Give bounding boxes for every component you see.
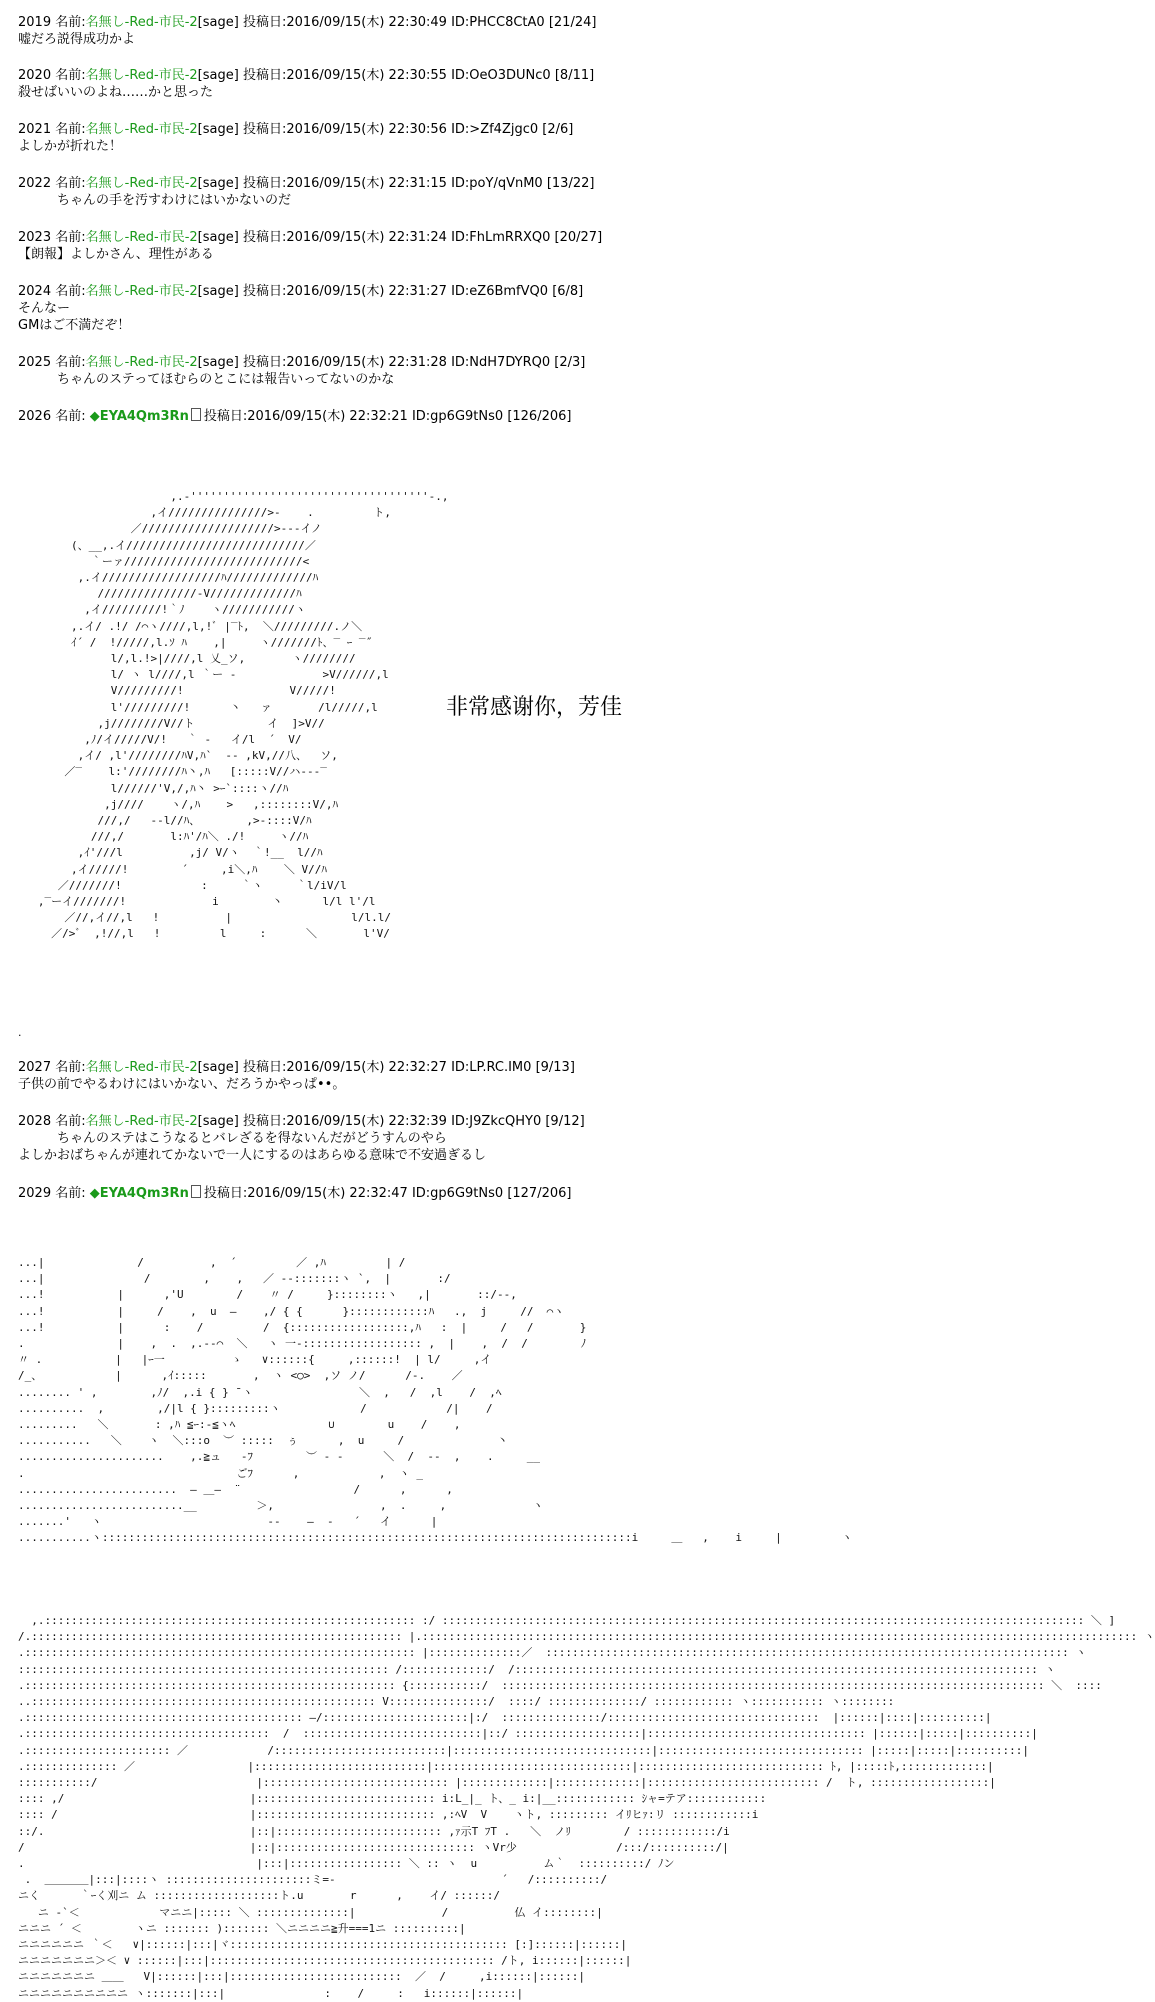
art-caption: 非常感谢你，芳佳: [446, 695, 623, 720]
post-date: 2016/09/15(木) 22:32:47: [247, 1186, 408, 1201]
date-label: 投稿日:: [242, 15, 287, 30]
post-2024: [18, 283, 958, 334]
post-number[interactable]: 2025: [18, 355, 52, 370]
post-2027: [18, 1059, 958, 1093]
post-count: [9/12]: [545, 1114, 585, 1129]
name-label: 名前:: [55, 284, 86, 299]
poster-tripcode: ◆EYA4Qm3Rn: [89, 409, 189, 424]
post-number[interactable]: 2027: [18, 1060, 52, 1075]
post-body: 【朗報】よしかさん、理性がある: [18, 247, 214, 262]
date-label: 投稿日:: [242, 68, 287, 83]
post-2029: [18, 1185, 958, 1202]
poster-name: 名無し-Red-市民-2: [85, 68, 198, 83]
post-body: 子供の前でやるわけにはいかない、だろうかやっぱ••。: [18, 1077, 346, 1092]
post-count: [9/13]: [535, 1060, 575, 1075]
date-label: 投稿日:: [242, 1114, 287, 1129]
post-header: [18, 283, 958, 300]
poster-name: 名無し-Red-市民-2: [85, 230, 198, 245]
post-header: [18, 229, 958, 246]
post-2025: [18, 354, 958, 388]
post-number[interactable]: 2024: [18, 284, 52, 299]
post-date: 2016/09/15(木) 22:31:27: [286, 284, 447, 299]
date-label: 投稿日:: [242, 122, 287, 137]
poster-name: 名無し-Red-市民-2: [85, 15, 198, 30]
post-header: [18, 1113, 958, 1130]
post-header: [18, 408, 958, 425]
sage-tag: [sage]: [197, 1114, 239, 1129]
post-header: [18, 1059, 958, 1076]
post-date: 2016/09/15(木) 22:32:21: [247, 409, 408, 424]
poster-name: 名無し-Red-市民-2: [85, 122, 198, 137]
poster-name: 名無し-Red-市民-2: [85, 176, 198, 191]
name-label: 名前:: [55, 176, 86, 191]
post-date: 2016/09/15(木) 22:32:27: [286, 1060, 447, 1075]
post-number[interactable]: 2023: [18, 230, 52, 245]
post-body: よしかが折れた！: [18, 139, 123, 154]
sage-tag: [sage]: [197, 176, 239, 191]
date-label: 投稿日:: [242, 230, 287, 245]
post-2021: [18, 121, 958, 155]
name-label: 名前:: [55, 122, 86, 137]
unknown-glyph-icon: [191, 1185, 201, 1198]
sage-tag: [sage]: [197, 122, 239, 137]
post-date: 2016/09/15(木) 22:31:28: [286, 355, 447, 370]
stray-dot: .: [18, 1026, 22, 1039]
post-number[interactable]: 2026: [18, 409, 52, 424]
post-header: [18, 1185, 958, 1202]
date-label: 投稿日:: [242, 355, 287, 370]
date-label: 投稿日:: [203, 409, 248, 424]
post-count: [2/6]: [542, 122, 574, 137]
post-header: [18, 14, 958, 31]
poster-id[interactable]: ID:gp6G9tNs0: [411, 409, 504, 424]
post-number[interactable]: 2020: [18, 68, 52, 83]
post-date: 2016/09/15(木) 22:30:55: [286, 68, 447, 83]
sage-tag: [sage]: [197, 1060, 239, 1075]
name-label: 名前:: [55, 1114, 86, 1129]
sage-tag: [sage]: [197, 284, 239, 299]
post-count: [127/206]: [507, 1186, 572, 1201]
poster-id[interactable]: ID:poY/qVnM0: [451, 176, 543, 191]
post-2028: [18, 1113, 958, 1164]
post-header: [18, 354, 958, 371]
post-count: [2/3]: [554, 355, 586, 370]
name-label: 名前:: [55, 355, 86, 370]
ascii-art-scene: ...| / , ´ ／ ,ﾊ | / ...| / , , ／ -‐:::::::ヽ `, | :/ ...! | ,'U / 〃 / }::::::::ヽ ,| ::/‐-, ...! | / , u ― ,/ { { }::::::::::::ﾊ ., j // ⌒ヽ ...! | : / / {::::::::::::::::::,ﾊ : | / / } . | , . ,.-‐⌒ ＼ ヽ 一‐:::::::::::::::::: , | , / / ﾉ 〃 . | |ｰ一 ゝ ∨::::::{ ,::::::! | l/ ,イ /_、 | ,ｲ::::: , ヽ <○> ,ソ ノ/ /‐. ／ ........ ' , ,ﾉ/ ,.i { } ̄ ヽ ＼ , / ,l / ,ﾍ .......... , ,/|l { }:::::::::ヽ / /| / ......... ＼ : ,ﾊ ≦ｰ:‐≦ヽﾍ ∪ u / , ........... ＼ ヽ ＼:::o ︶ ::::: ぅ , u / 丶 ...................... ,.≧ュ ‐ﾌ ︶ ‐ - ＼ / ‐- , . __ . ごﾌ , , ヽ _ ........................ ― ＿― ¨ / , , .........................__ ＞, , . , ヽ .......' ヽ ‐- ― ‐ ´ イ | ...........ヽ::::::::::::::::::::::::::::::::::::::::::::::::::::::::::::::::::::::::::::::::i ＿ , i | ヽ: [18, 1256, 853, 1545]
name-label: 名前:: [55, 409, 86, 424]
post-header: [18, 121, 958, 138]
post-body: ちゃんの手を汚すわけにはいかないのだ: [18, 193, 292, 208]
post-count: [126/206]: [507, 409, 572, 424]
post-body: そんなー GMはご不満だぞ！: [18, 301, 131, 333]
ascii-art-character: ,.-''''''''''''''''''''''''''''''''''''-., ,イ///////////////>- . ト, ／////////////////////>---イノ (、__,.イ///////////////////////////／ ｀ーァ///////////////////////////< ,.イ//////////////////ﾊ/////////////ﾊ ///////////////-V/////////////ﾊ ,イ/////////!｀ﾉ ヽ///////////ヽ ,.イ/ .!/ /⌒ヽ////,l,!ﾞ |‾ﾄ, ＼/////////.ノ＼ ｲ´ / !/////,l.ｿ ﾊ ,| ヽ///////ﾄ、‾ ｰ ‾˝ l/,l.!>|////,l 乂_ソ, ヽ//////// l/ ヽ l////,l ｀ー - >V//////,l V/////////! V/////! l'/////////! 丶 ァ /l/////,l ,j////////V//ト イ ]>V// ,ﾉ/イ/////V/! ｀ ‐ イ/l ´ V/ ,イ/ ,l'////////ﾊV,ﾊ` ‐‐ ,kV,//八、 ソ, ／‾ l:'////////ﾊ丶,ﾊ [:::::V//ハ--‐‾ l//////'V,/,ﾊ丶 >ｰ`::::ヽ//ﾊ ,j//// ヽ/,ﾊ > ,::::::::V/,ﾊ ///,/ ‐‐l//ﾊ、 ,>-::::V/ﾊ ///,/ l:ﾊ'/ﾊ＼ ./! ヽ//ﾊ ,ｲ'///l ,j/ V/ヽ ｀!__ l//ﾊ ,イ/////! ´ ,i＼,ﾊ ＼ V//ﾊ ／///////! : ｀ヽ ｀l/iV/l ,‾ーイ///////! i 丶 l/l l'/l ／//,イ//,l ! | l/l.l/ ／/>ﾞ ,!//,l ! l : ＼ l'V/: [37, 490, 449, 941]
name-label: 名前:: [55, 230, 86, 245]
sage-tag: [sage]: [197, 15, 239, 30]
post-count: [6/8]: [552, 284, 584, 299]
post-number[interactable]: 2029: [18, 1186, 52, 1201]
ascii-art-closeup: ,.:::::::::::::::::::::::::::::::::::::::::::::::::::::::: :/ ::::::::::::::::::::::::::::::::::::::::::::::::::::::::::::::::::::::::::::::::::::::::::::::::: ＼ ] /.:::::::::::::::::::::::::::::::::::::::::::::::::::::::: |.:::::::::::::::::::::::::::::::::::::::::::::::::::::::::::::::::::::::::::::::::::::::::::::::::::::::::::: ヽ .::::::::::::::::::::::::::::::::::::::::::::::::::::::::::: |::::::::::::::／ ::::::::::::::::::::::::::::::::::::::::::::::::::::::::::::::::::::::::::::::: ヽ :::::::::::::::::::::::::::::::::::::::::::::::::::::::: /:::::::::::::/ /::::::::::::::::::::::::::::::::::::::::::::::::::::::::::::::::::::::::::::::: ヽ .:::::::::::::::::::::::::::::::::::::::::::::::::::::::: {:::::::::::/ :::::::::::::::::::::::::::::::::::::::::::::::::::::::::::::::::::::::::::::::::: ＼ :::: ..:::::::::::::::::::::::::::::::::::::::::::::::::::: V:::::::::::::::/ ::::/ ::::::::::::::/ :::::::::::: ヽ::::::::::: ヽ:::::::: .:::::::::::::::::::::::::::::::::::::::::: ―/::::::::::::::::::::::|:/ :::::::::::::::/:::::::::::::::::::::::::::::::: |::::::|::::|::::::::::| .::::::::::::::::::::::::::::::::::::: / :::::::::::::::::::::::::::|::/ :::::::::::::::::::|::::::::::::::::::::::::::::::::: |::::::|:::::|::::::::::| .:::::::::::::::::::::: ／ /::::::::::::::::::::::::::|::::::::::::::::::::::::::::::|::::::::::::::::::::::::::::::: |:::::|:::::|::::::::::| .:::::::::::::: ／ |::::::::::::::::::::::::::|::::::::::::::::::::::::::::::|:::::::::::::::::::::::::::: ﾄ, |:::::ﾄ,:::::::::::::| :::::::::::/ |:::::::::::::::::::::::::::: |:::::::::::::|:::::::::::::|:::::::::::::::::::::::::: / ト, ::::::::::::::::::| :::: ,/ |::::::::::::::::::::::::::: i:L_|_ ト、_ i:|__:::::::::::: ｼャ=テア:::::::::::: :::: / |::::::::::::::::::::::::::: ,:ﾍV V ヽト, ::::::::: イﾘヒｧ:リ ::::::::::::i ::/. |::|::::::::::::::::::::::::: ,ｧ示T ﾌT . ＼ ノﾘ / ::::::::::::/i / |::|:::::::::::::::::::::::::::::: ヽVr少 /:::/::::::::::/| . |:::|::::::::::::::::: ＼ :: ヽ u ム｀ ::::::::::/ ﾉン . ＿＿＿＿|:::|::::ヽ ::::::::::::::::::::::ミ=‐ ´ /::::::::::/ ニく ｀ｰく刈ニ ム :::::::::::::::::::ト.u r , イ/ ::::::/ ニ ‐`＜ マニニ|::::: ＼ ::::::::::::::| / 仏 イ::::::::| ニニニ ´ ＜ ヽニ ::::::: )::::::: ＼ニニニニ≧升===1ニ ::::::::::| ニニニニニニ ｀＜ ∨|::::::|:::|ヾ:::::::::::::::::::::::::::::::::::::::::: [:]::::::|::::::| ニニニニニニニ＞＜ ∨ ::::::|:::|::::::::::::::::::::::::::::::::::::::::::: /ト, i::::::|::::::| ニニニニニニニ ＿＿ V|::::::|:::|:::::::::::::::::::::::::: ／ / ,i::::::|::::::| ニニニニニニニニニニ ヽ:::::::|:::| : / : i::::::|::::::|: [18, 1614, 1155, 2000]
post-count: [13/22]: [546, 176, 595, 191]
poster-name: 名無し-Red-市民-2: [85, 355, 198, 370]
unknown-glyph-icon: [191, 408, 201, 421]
poster-name: 名無し-Red-市民-2: [85, 1114, 198, 1129]
date-label: 投稿日:: [203, 1186, 248, 1201]
post-count: [21/24]: [548, 15, 597, 30]
post-date: 2016/09/15(木) 22:30:56: [286, 122, 447, 137]
post-header: [18, 175, 958, 192]
poster-id[interactable]: ID:FhLmRRXQ0: [451, 230, 551, 245]
post-count: [8/11]: [554, 68, 595, 83]
poster-id[interactable]: ID:OeO3DUNc0: [451, 68, 551, 83]
date-label: 投稿日:: [242, 284, 287, 299]
poster-id[interactable]: ID:NdH7DYRQ0: [451, 355, 551, 370]
post-date: 2016/09/15(木) 22:31:24: [286, 230, 447, 245]
post-number[interactable]: 2021: [18, 122, 52, 137]
poster-name: 名無し-Red-市民-2: [85, 1060, 198, 1075]
date-label: 投稿日:: [242, 1060, 287, 1075]
post-body: ちゃんのステはこうなるとバレざるを得ないんだがどうすんのやら よしかおばちゃんが連れてかないで一人にするのはあらゆる意味で不安過ぎるし: [18, 1131, 487, 1163]
post-date: 2016/09/15(木) 22:32:39: [286, 1114, 447, 1129]
name-label: 名前:: [55, 68, 86, 83]
post-body: 嘘だろ説得成功かよ: [18, 32, 136, 47]
post-2026: [18, 408, 958, 425]
sage-tag: [sage]: [197, 68, 239, 83]
post-2023: [18, 229, 958, 263]
post-2019: [18, 14, 958, 48]
date-label: 投稿日:: [242, 176, 287, 191]
post-date: 2016/09/15(木) 22:31:15: [286, 176, 447, 191]
sage-tag: [sage]: [197, 355, 239, 370]
poster-id[interactable]: ID:>Zf4Zjgc0: [451, 122, 539, 137]
name-label: 名前:: [55, 1186, 86, 1201]
post-2020: [18, 67, 958, 101]
post-body: ちゃんのステってほむらのとこには報告いってないのかな: [18, 372, 395, 387]
name-label: 名前:: [55, 15, 86, 30]
post-date: 2016/09/15(木) 22:30:49: [286, 15, 447, 30]
post-count: [20/27]: [554, 230, 603, 245]
post-number[interactable]: 2019: [18, 15, 52, 30]
name-label: 名前:: [55, 1060, 86, 1075]
sage-tag: [sage]: [197, 230, 239, 245]
poster-id[interactable]: ID:J9ZkcQHY0: [451, 1114, 542, 1129]
poster-id[interactable]: ID:PHCC8CtA0: [451, 15, 545, 30]
post-number[interactable]: 2022: [18, 176, 52, 191]
post-2022: [18, 175, 958, 209]
poster-id[interactable]: ID:LP.RC.IM0: [451, 1060, 532, 1075]
poster-name: 名無し-Red-市民-2: [85, 284, 198, 299]
post-body: 殺せばいいのよね……かと思った: [18, 85, 214, 100]
poster-id[interactable]: ID:eZ6BmfVQ0: [451, 284, 549, 299]
post-number[interactable]: 2028: [18, 1114, 52, 1129]
poster-tripcode: ◆EYA4Qm3Rn: [89, 1186, 189, 1201]
post-header: [18, 67, 958, 84]
poster-id[interactable]: ID:gp6G9tNs0: [411, 1186, 504, 1201]
